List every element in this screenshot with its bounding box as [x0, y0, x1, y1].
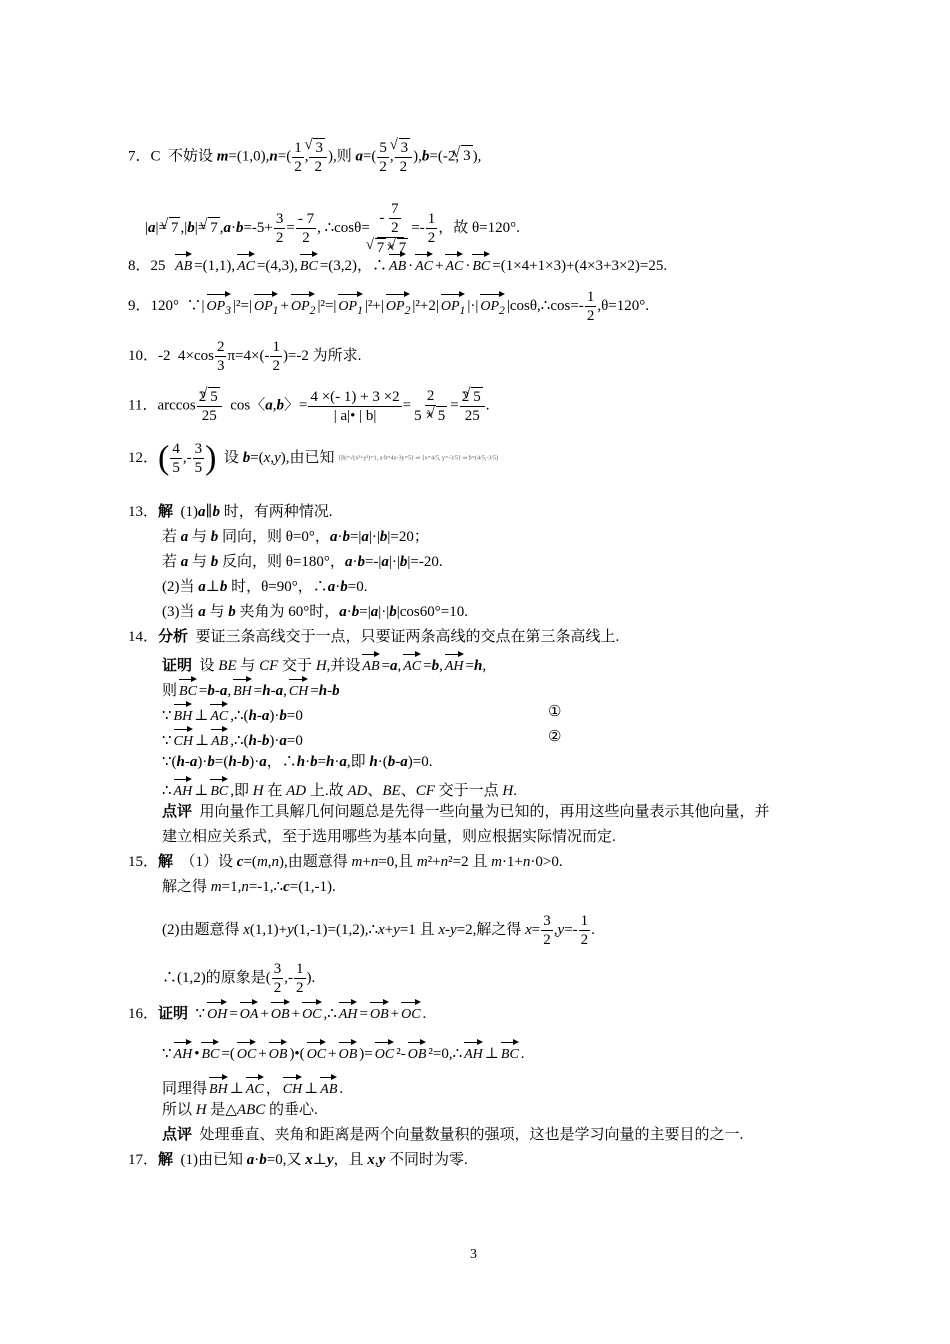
line-13-3: 若 a 与 b 反向，则 θ=180°，a·b=-|a|·|b|=-20.: [162, 554, 443, 570]
line-14-6: ∵(h-a)·b=(h-b)·a，∴h·b=h·a,即 h·(b-a)=0.: [162, 754, 433, 770]
line-7b: |a|=√ 7 ,|b|=√ 7 ,a·b=-5+ $\frac{3}{2}$ = $\frac{- 7}{2}$ , ∴cosθ= - $\frac{7}{2}$ √ 7 ×√ 7 =- $\frac{1}{2}$ ，故 θ=120°.: [145, 200, 520, 257]
tiny-system: {|b|=√(x²+y²)=1, a·b=4x-3y=5} ⇒ {x=4/5, y=-3/5} ⇒ b=(4/5,-3/5): [338, 455, 499, 462]
line-14-1: 14．分析 要证三条高线交于一点，只要证两条高线的交点在第三条高线上.: [128, 629, 620, 645]
line-7a: 7．C 不妨设 m=(1,0),n=( $\frac{1}{2}$ , √ $\frac{3}{2}$ ),则 a=( $\frac{5}{2}$ , √ $\frac{3}{2}$ ),b=(-2,√ 3 ),: [128, 138, 481, 176]
line-15-3: (2)由题意得 x(1,1)+y(1,-1)=(1,2),∴x+y=1 且 x-y=2,解之得 x= $\frac{3}{2}$ ,y=- $\frac{1}{2}$ .: [162, 913, 595, 948]
circled-1: ①: [548, 704, 562, 720]
line-14-9: 建立相应关系式，至于选用哪些为基本向量，则应根据实际情况而定.: [162, 829, 616, 845]
line-15-1: 15．解 （1）设 c=(m,n),由题意得 m+n=0,且 m²+n²=2 且 m·1+n·0>0.: [128, 854, 563, 870]
circled-2: ②: [548, 729, 562, 745]
line-16-1: 16．证明 ∵ OH = OA + OB + OC ,∴ AH = OB + OC .: [128, 1000, 426, 1025]
line-15-2: 解之得 m=1,n=-1,∴c=(1,-1).: [162, 879, 336, 895]
line-15-4: ∴(1,2)的原象是( $\frac{3}{2}$ ,- $\frac{1}{2}$ ).: [162, 961, 316, 996]
line-10: 10．-2 4×cos $\frac{2}{3}$ π=4×(- $\frac{1}{2}$ )=-2 为所求.: [128, 339, 362, 374]
line-16-4: 所以 H 是△ABC 的垂心.: [162, 1102, 318, 1118]
line-14-2: 证明 设 BE 与 CF 交于 H,并设 AB =a, AC =b, AH =h,: [162, 652, 486, 677]
line-17: 17．解 (1)由已知 a·b=0,又 x⊥y，且 x,y 不同时为零.: [128, 1152, 468, 1168]
line-16-5: 点评 处理垂直、夹角和距离是两个向量数量积的强项，这也是学习向量的主要目的之一.: [162, 1127, 744, 1143]
line-13-2: 若 a 与 b 同向，则 θ=0°，a·b=|a|·|b|=20；: [162, 529, 429, 545]
line-14-7: ∴ AH ⊥ BC ,即 H 在 AD 上.故 AD、BE、CF 交于一点 H.: [162, 777, 517, 802]
line-14-4: ∵ BH ⊥ AC ,∴(h-a)·b=0: [162, 702, 303, 727]
line-16-2: ∵ AH • BC =( OC + OB )•( OC + OB )= OC ²- OB ²=0,∴ AH ⊥ BC .: [162, 1040, 525, 1065]
line-13-4: (2)当 a⊥b 时，θ=90°，∴a·b=0.: [162, 579, 368, 595]
line-11: 11．arccos $\frac{2√ 5}{25}$ cos〈a,b〉= $\frac{4 \times(- 1) + 3 \times 2}{| a|• | b|}$ = $\frac{2}{5 \times√ 5}$ = $\frac{2√ 5}{25}$ .: [128, 387, 490, 425]
line-16-3: 同理得 BH ⊥ AC ， CH ⊥ AB .: [162, 1075, 343, 1100]
line-8: 8．25 AB =(1,1), AC =(4,3), BC =(3,2)，∴ AB · AC + AC · BC =(1×4+1×3)+(4×3+3×2)=25.: [128, 252, 667, 277]
line-13-1: 13．解 (1)a∥b 时，有两种情况.: [128, 504, 333, 520]
line-14-5: ∵ CH ⊥ AB ,∴(h-b)·a=0: [162, 727, 303, 752]
line-12: 12．( $\frac{4}{5}$ ,- $\frac{3}{5}$ ) 设 b=(x,y),由已知 {|b|=√(x²+y²)=1, a·b=4x-3y=5} ⇒ {x=4/5, y=-3/5} ⇒ b=(4/5,-3/5): [128, 439, 499, 477]
line-9: 9．120° ∵| $OP_3$ |²=| $OP_1 + OP_2$ |²=| $OP_1$ |²+| $OP_2$ |²+2| $OP_1$ |·| $OP_2$ |cosθ,∴cos=- $\frac{1}{2}$ ,θ=120°.: [128, 289, 649, 324]
line-13-5: (3)当 a 与 b 夹角为 60°时，a·b=|a|·|b|cos60°=10.: [162, 604, 468, 620]
line-14-3: 则 BC =b-a, BH =h-a, CH =h-b: [162, 677, 340, 702]
line-14-8: 点评 用向量作工具解几何问题总是先得一些向量为已知的，再用这些向量表示其他向量，并: [162, 804, 770, 820]
page-number: 3: [470, 1247, 477, 1262]
